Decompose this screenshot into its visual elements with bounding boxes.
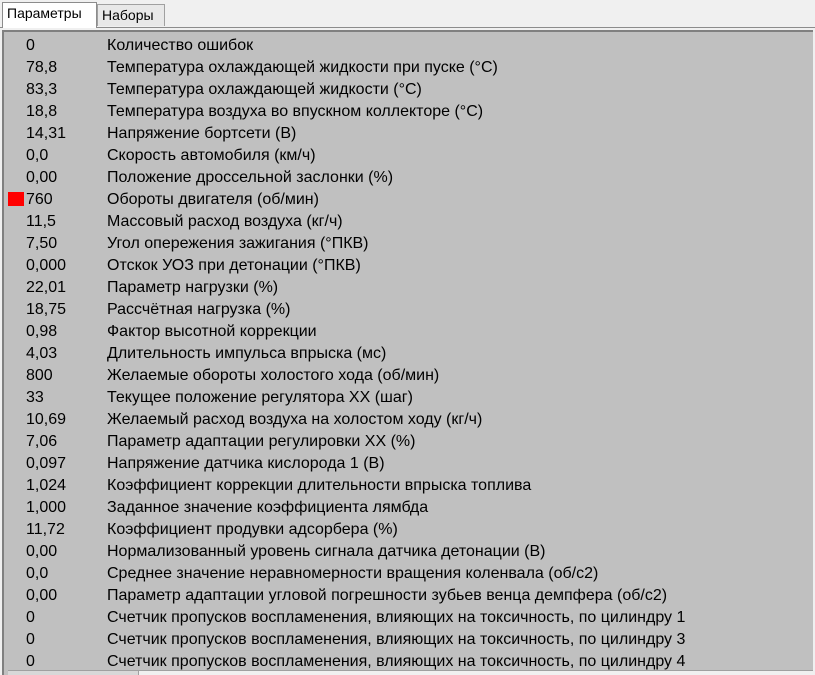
parameter-name: Количество ошибок (107, 37, 254, 54)
parameter-row[interactable] (4, 497, 813, 519)
parameter-name: Заданное значение коэффициента лямбда (107, 499, 429, 516)
parameter-name: Желаемые обороты холостого хода (об/мин) (107, 367, 440, 384)
parameter-value: 10,69 (26, 411, 67, 428)
parameter-value: 0,0 (26, 147, 49, 164)
parameter-row[interactable] (4, 585, 813, 607)
parameter-row[interactable] (4, 277, 813, 299)
parameter-name: Коэффициент продувки адсорбера (%) (107, 521, 398, 538)
parameter-name: Отскок УОЗ при детонации (°ПКВ) (107, 257, 361, 274)
parameter-name: Массовый расход воздуха (кг/ч) (107, 213, 343, 230)
parameter-row[interactable] (4, 409, 813, 431)
tab-sets[interactable]: Наборы (97, 4, 165, 26)
parameter-value: 33 (26, 389, 44, 406)
parameter-name: Температура охлаждающей жидкости (°С) (107, 81, 422, 98)
parameter-value: 78,8 (26, 59, 58, 76)
parameter-row[interactable] (4, 35, 813, 57)
tab-divider (0, 27, 815, 28)
parameter-row[interactable] (4, 57, 813, 79)
parameter-name: Счетчик пропусков воспламенения, влияющих на токсичность, по цилиндру 3 (107, 631, 686, 648)
parameter-name: Нормализованный уровень сигнала датчика детонации (В) (107, 543, 546, 560)
parameter-row[interactable] (4, 123, 813, 145)
parameter-value: 760 (26, 191, 53, 208)
parameter-value: 18,8 (26, 103, 58, 120)
parameter-value: 0 (26, 653, 35, 670)
parameter-row[interactable] (4, 431, 813, 453)
parameter-value: 7,50 (26, 235, 58, 252)
parameter-name: Счетчик пропусков воспламенения, влияющих на токсичность, по цилиндру 1 (107, 609, 686, 626)
parameter-name: Положение дроссельной заслонки (%) (107, 169, 394, 186)
parameter-value: 0,097 (26, 455, 67, 472)
parameter-value: 7,06 (26, 433, 58, 450)
parameter-name: Длительность импульса впрыска (мс) (107, 345, 387, 362)
parameter-row[interactable] (4, 387, 813, 409)
parameter-row[interactable] (4, 255, 813, 277)
parameter-value: 0,000 (26, 257, 67, 274)
parameter-value: 14,31 (26, 125, 67, 142)
tab-bar (0, 0, 815, 28)
parameter-row[interactable] (4, 101, 813, 123)
parameter-value: 0,0 (26, 565, 49, 582)
parameter-value: 11,5 (26, 213, 56, 230)
parameter-row[interactable] (4, 233, 813, 255)
parameters-panel (2, 30, 813, 675)
parameter-row[interactable] (4, 299, 813, 321)
parameter-name: Фактор высотной коррекции (107, 323, 317, 340)
parameter-name: Угол опережения зажигания (°ПКВ) (107, 235, 369, 252)
parameter-value: 0,00 (26, 169, 58, 186)
parameter-name: Обороты двигателя (об/мин) (107, 191, 319, 208)
parameter-value: 1,000 (26, 499, 67, 516)
parameter-name: Температура воздуха во впускном коллекторе (°С) (107, 103, 484, 120)
parameter-name: Напряжение датчика кислорода 1 (В) (107, 455, 385, 472)
horizontal-scrollbar[interactable] (8, 670, 813, 675)
parameter-value: 0,00 (26, 543, 58, 560)
parameter-list (4, 35, 813, 673)
parameter-name: Счетчик пропусков воспламенения, влияющих на токсичность, по цилиндру 4 (107, 653, 686, 670)
parameter-value: 0 (26, 631, 35, 648)
parameter-value: 0 (26, 37, 35, 54)
scrollbar-thumb[interactable] (8, 671, 139, 675)
parameter-row[interactable] (4, 145, 813, 167)
parameter-name: Параметр нагрузки (%) (107, 279, 279, 296)
tab-parameters[interactable]: Параметры (2, 2, 97, 28)
parameter-value: 22,01 (26, 279, 67, 296)
parameter-name: Напряжение бортсети (В) (107, 125, 297, 142)
parameter-name: Параметр адаптации угловой погрешности зубьев венца демпфера (об/с2) (107, 587, 668, 604)
parameter-row[interactable] (4, 343, 813, 365)
parameter-name: Температура охлаждающей жидкости при пуске (°С) (107, 59, 498, 76)
parameter-row[interactable] (4, 563, 813, 585)
parameter-value: 1,024 (26, 477, 67, 494)
parameter-value: 0,98 (26, 323, 58, 340)
parameter-row[interactable] (4, 79, 813, 101)
parameter-row[interactable] (4, 475, 813, 497)
parameter-row[interactable] (4, 541, 813, 563)
parameter-name: Желаемый расход воздуха на холостом ходу (кг/ч) (107, 411, 483, 428)
parameter-value: 800 (26, 367, 53, 384)
parameter-value: 83,3 (26, 81, 58, 98)
parameter-value: 0 (26, 609, 35, 626)
parameter-value: 11,72 (26, 521, 65, 538)
parameter-value: 0,00 (26, 587, 58, 604)
parameter-row[interactable] (4, 607, 813, 629)
parameter-name: Среднее значение неравномерности вращения коленвала (об/с2) (107, 565, 599, 582)
parameter-row[interactable] (4, 167, 813, 189)
parameter-name: Скорость автомобиля (км/ч) (107, 147, 316, 164)
parameter-name: Текущее положение регулятора ХХ (шаг) (107, 389, 413, 406)
parameter-row[interactable] (4, 211, 813, 233)
parameter-name: Коэффициент коррекции длительности впрыска топлива (107, 477, 532, 494)
selection-marker-icon (8, 192, 24, 206)
parameter-row[interactable] (4, 189, 813, 211)
parameter-value: 18,75 (26, 301, 67, 318)
parameter-name: Рассчётная нагрузка (%) (107, 301, 291, 318)
parameter-row[interactable] (4, 519, 813, 541)
parameter-name: Параметр адаптации регулировки ХХ (%) (107, 433, 416, 450)
parameter-row[interactable] (4, 453, 813, 475)
parameter-row[interactable] (4, 321, 813, 343)
parameter-row[interactable] (4, 629, 813, 651)
parameter-row[interactable] (4, 365, 813, 387)
parameter-value: 4,03 (26, 345, 58, 362)
